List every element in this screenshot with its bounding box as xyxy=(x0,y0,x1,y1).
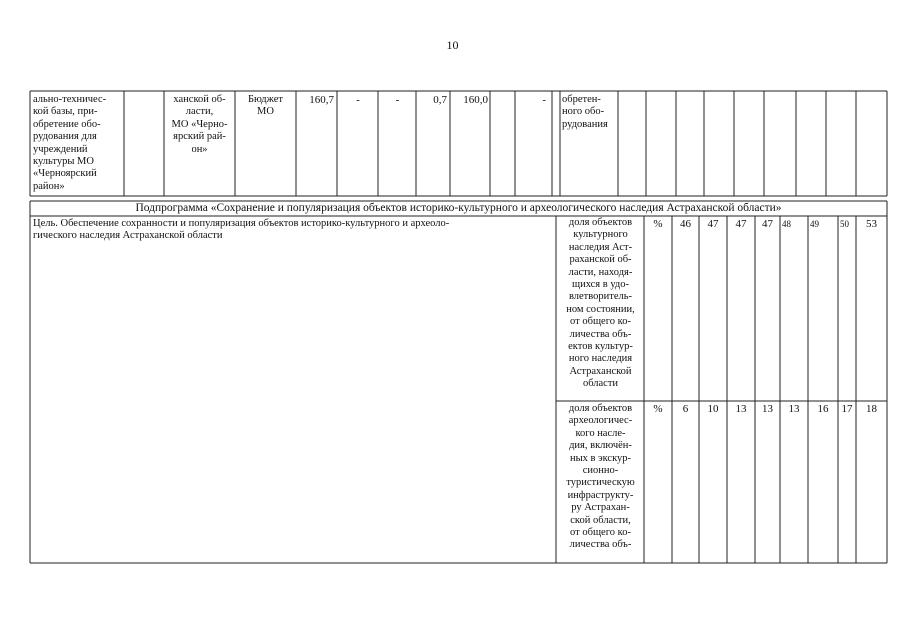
indicator-2-value: 16 xyxy=(817,403,829,415)
indicator-2-value: 13 xyxy=(762,403,773,415)
indicator-1-value: 47 xyxy=(735,218,747,230)
row1-value-total: 160,7 xyxy=(309,94,334,106)
indicator-2-value: 18 xyxy=(866,403,877,415)
indicator-1-value: 49 xyxy=(810,219,819,229)
indicator-1-value: 50 xyxy=(840,219,849,229)
row1-funding-source: Бюджет МО xyxy=(247,94,284,118)
row1-value-2: - xyxy=(356,94,360,106)
indicator-1-value: 47 xyxy=(762,218,773,230)
row1-indicator: обретен- ного обо- рудования xyxy=(562,94,608,130)
row1-executor: ханской об- ласти, МО «Черно- ярский рай- он» xyxy=(171,94,228,155)
indicator-2-value: 13 xyxy=(735,403,747,415)
indicator-2-value: 10 xyxy=(707,403,719,415)
goal-text: Цель. Обеспечение сохранности и популяризация объектов историко-культурного и археоло- гического наследия Астраханской области xyxy=(33,218,450,242)
subprogram-heading: Подпрограмма «Сохранение и популяризация объектов историко-культурного и археологического наследия Астраханской области» xyxy=(135,202,782,214)
indicator-1-value: 48 xyxy=(782,219,791,229)
indicator-1-value: 53 xyxy=(866,218,877,230)
row1-value-6: - xyxy=(542,94,546,106)
indicator-2-value: 17 xyxy=(841,403,853,415)
row1-value-5: 160,0 xyxy=(463,94,488,106)
indicator-2-name: доля объектов археологичес- кого насле- дия, включён- ных в экскур- сионно- туристическую инфраструкту- ру Астрахан- ской области, от общего ко- личества объ- xyxy=(566,403,635,551)
row1-activity-name: ально-техничес- кой базы, при- обретение обо- рудования для учреждений культуры МО «Черноярский район» xyxy=(33,94,107,192)
row1-value-4: 0,7 xyxy=(433,94,447,106)
indicator-1-value: 47 xyxy=(707,218,719,230)
indicator-1-value: 46 xyxy=(680,218,691,230)
row1-value-3: - xyxy=(395,94,400,106)
indicator-2-value: 6 xyxy=(682,403,689,415)
indicator-2-unit: % xyxy=(653,403,663,415)
indicator-2-value: 13 xyxy=(788,403,800,415)
indicator-1-name: доля объектов культурного наследия Аст- раханской об- ласти, находя- щихся в удо- влетворитель- ном состоянии, от общего ко- личества объ- ектов культур- ного наследия Астраханской области xyxy=(566,217,635,390)
indicator-1-unit: % xyxy=(653,218,663,230)
page-number: 10 xyxy=(446,38,459,52)
